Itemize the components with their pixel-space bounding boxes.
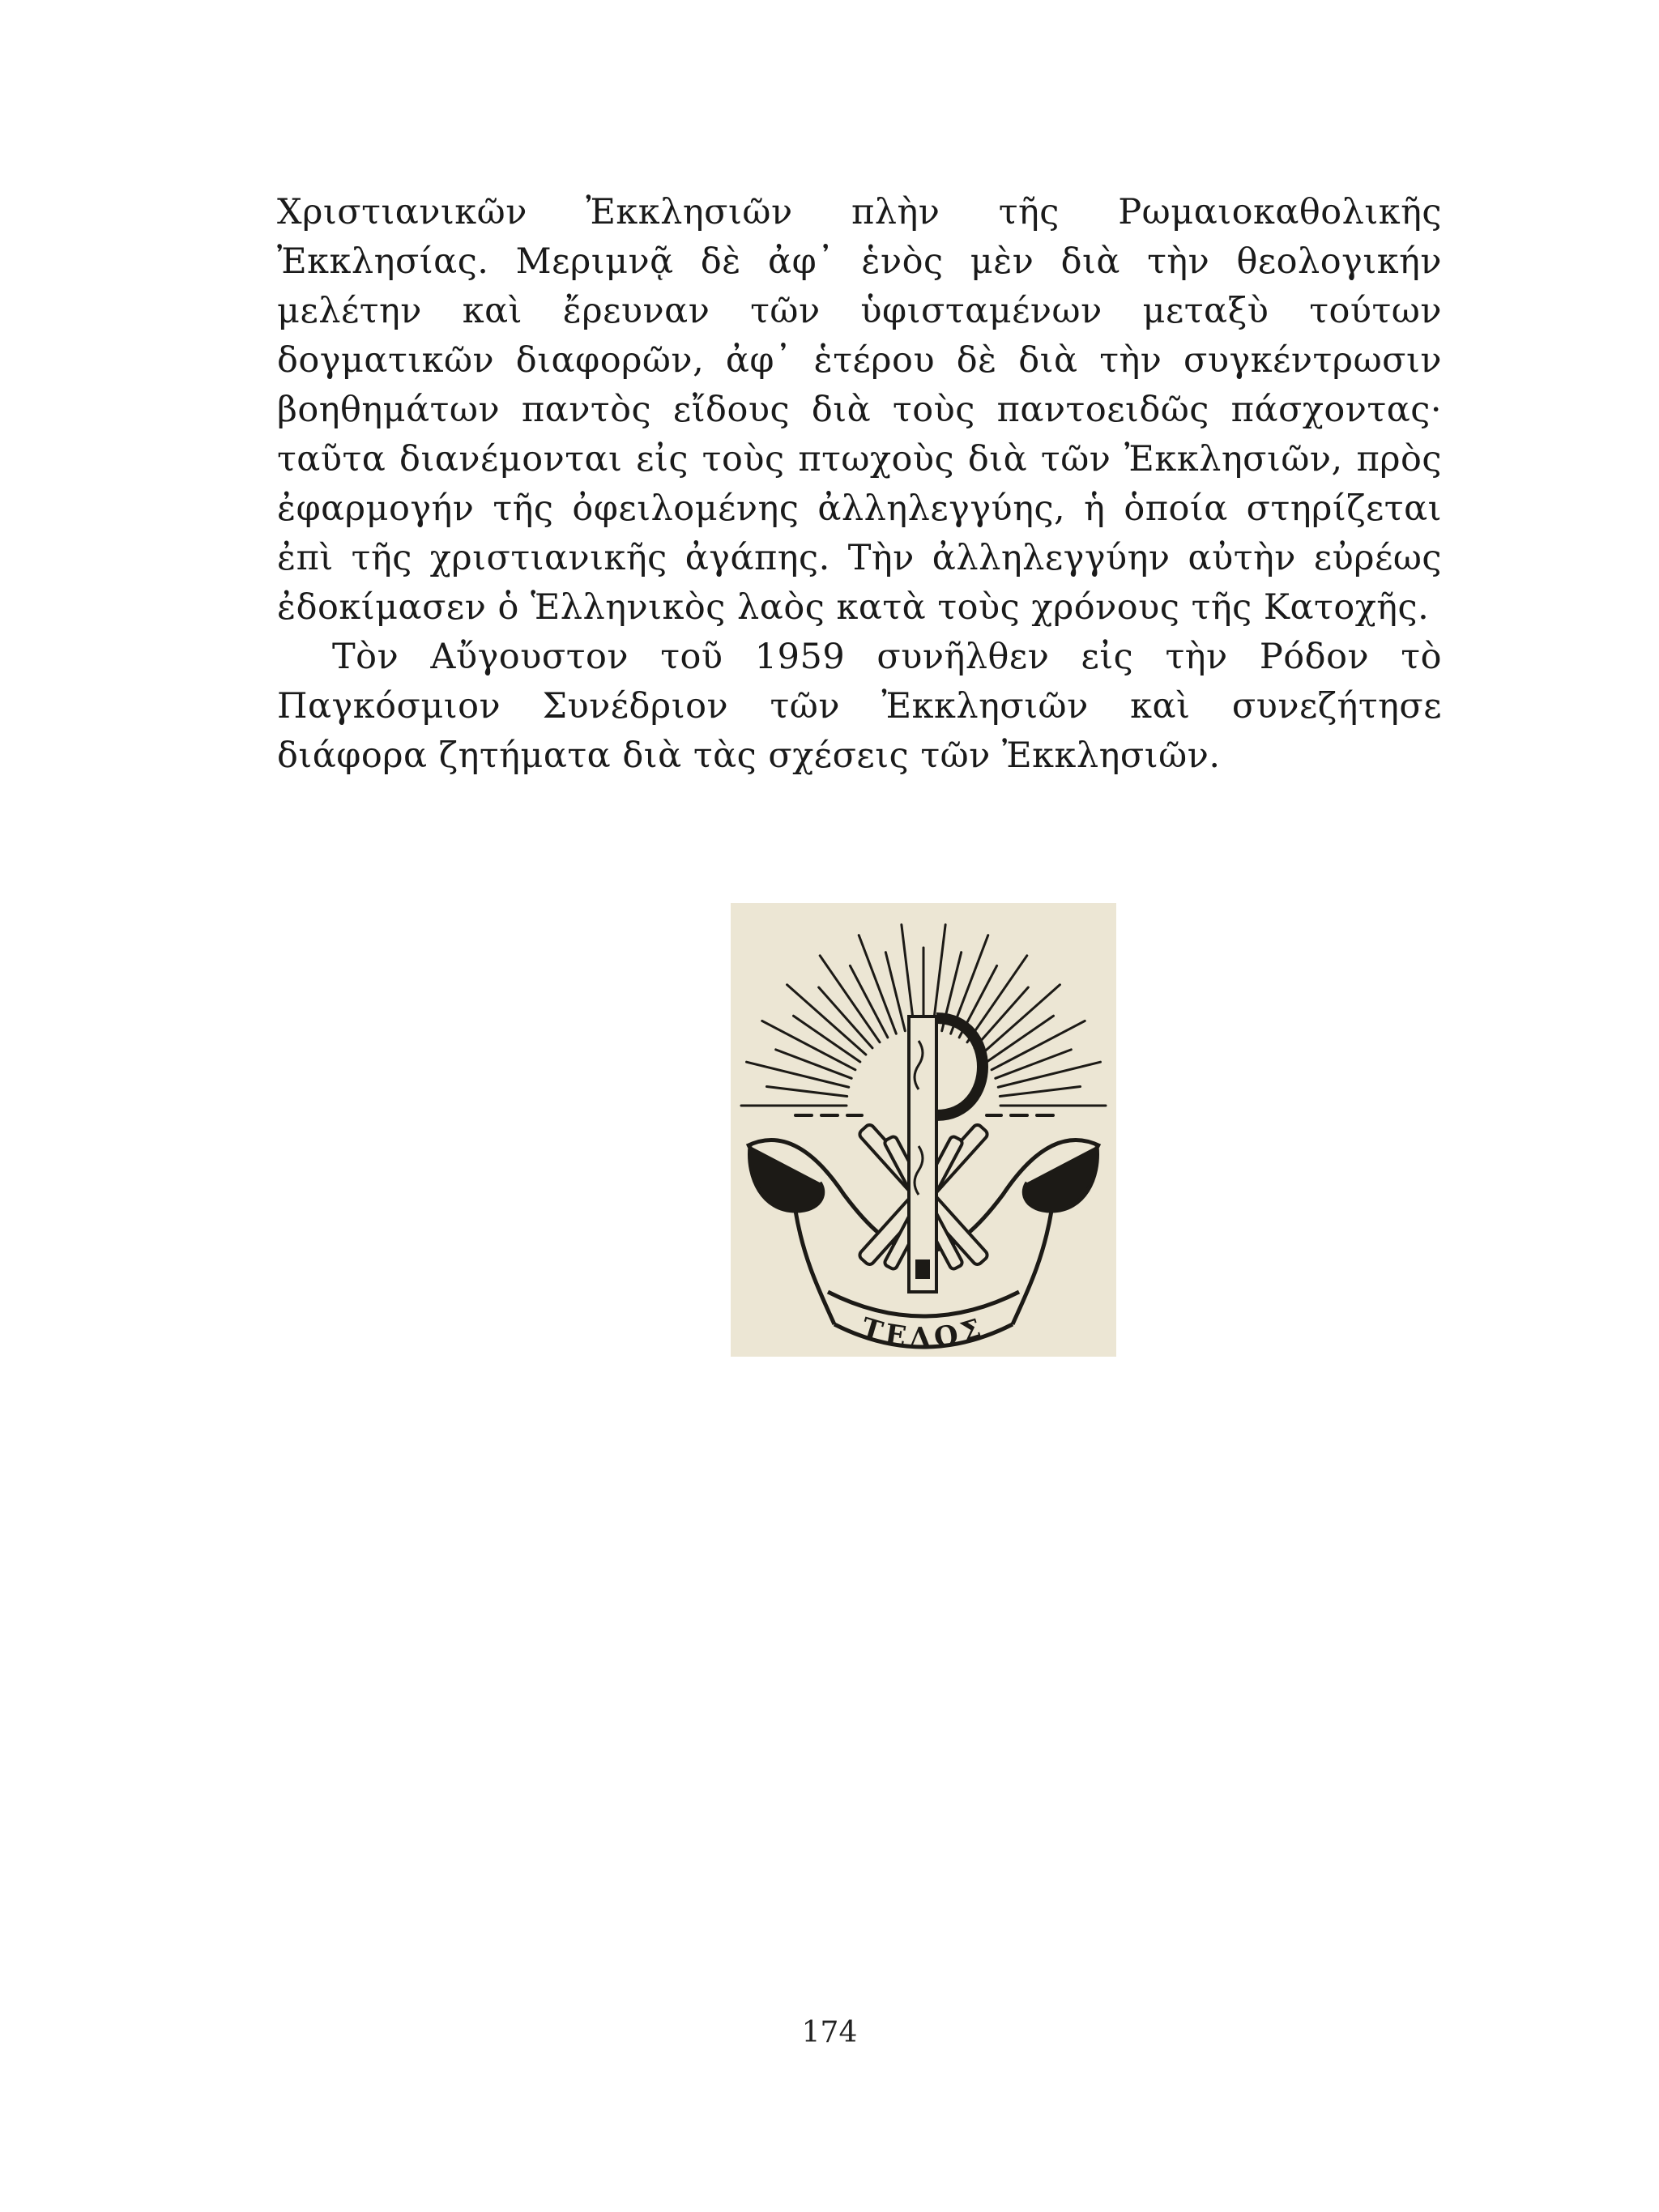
paragraph-2: Τὸν Αὔγουστον τοῦ 1959 συνῆλθεν εἰς τὴν Ρόδον τὸ Παγκόσμιον Συνέδριον τῶν Ἐκκλησιῶν καὶ συνεζήτησε διάφορα ζητήματα διὰ τὰς σχέσεις τῶν Ἐκκλησιῶν.	[277, 637, 1442, 776]
telos-emblem	[731, 903, 1116, 1357]
chi-rho-emblem-graphic	[731, 903, 1116, 1357]
banner-text: ΤΕΛΟΣ	[857, 1311, 990, 1355]
page-number: 174	[801, 2016, 858, 2049]
body-text	[277, 188, 1442, 781]
paragraph-1: Χριστιανικῶν Ἐκκλησιῶν πλὴν τῆς Ρωμαιοκαθολικῆς Ἐκκλησίας. Μεριμνᾷ δὲ ἀφ᾽ ἑνὸς μὲν διὰ τὴν θεολογικήν μελέτην καὶ ἔρευναν τῶν ὑφισταμένων μεταξὺ τούτων δογματικῶν διαφορῶν, ἀφ᾽ ἑτέρου δὲ διὰ τὴν συγκέντρωσιν βοηθημάτων παντὸς εἴδους διὰ τοὺς παντοειδῶς πάσχοντας· ταῦτα διανέμονται εἰς τοὺς πτωχοὺς διὰ τῶν Ἐκκλησιῶν, πρὸς ἐφαρμογήν τῆς ὀφειλομένης ἀλληλεγγύης, ἡ ὁποία στηρίζεται ἐπὶ τῆς χριστιανικῆς ἀγάπης. Τὴν ἀλληλεγγύην αὐτὴν εὐρέως ἐδοκίμασεν ὁ Ἑλληνικὸς λαὸς κατὰ τοὺς χρόνους τῆς Κατοχῆς.	[277, 192, 1442, 628]
